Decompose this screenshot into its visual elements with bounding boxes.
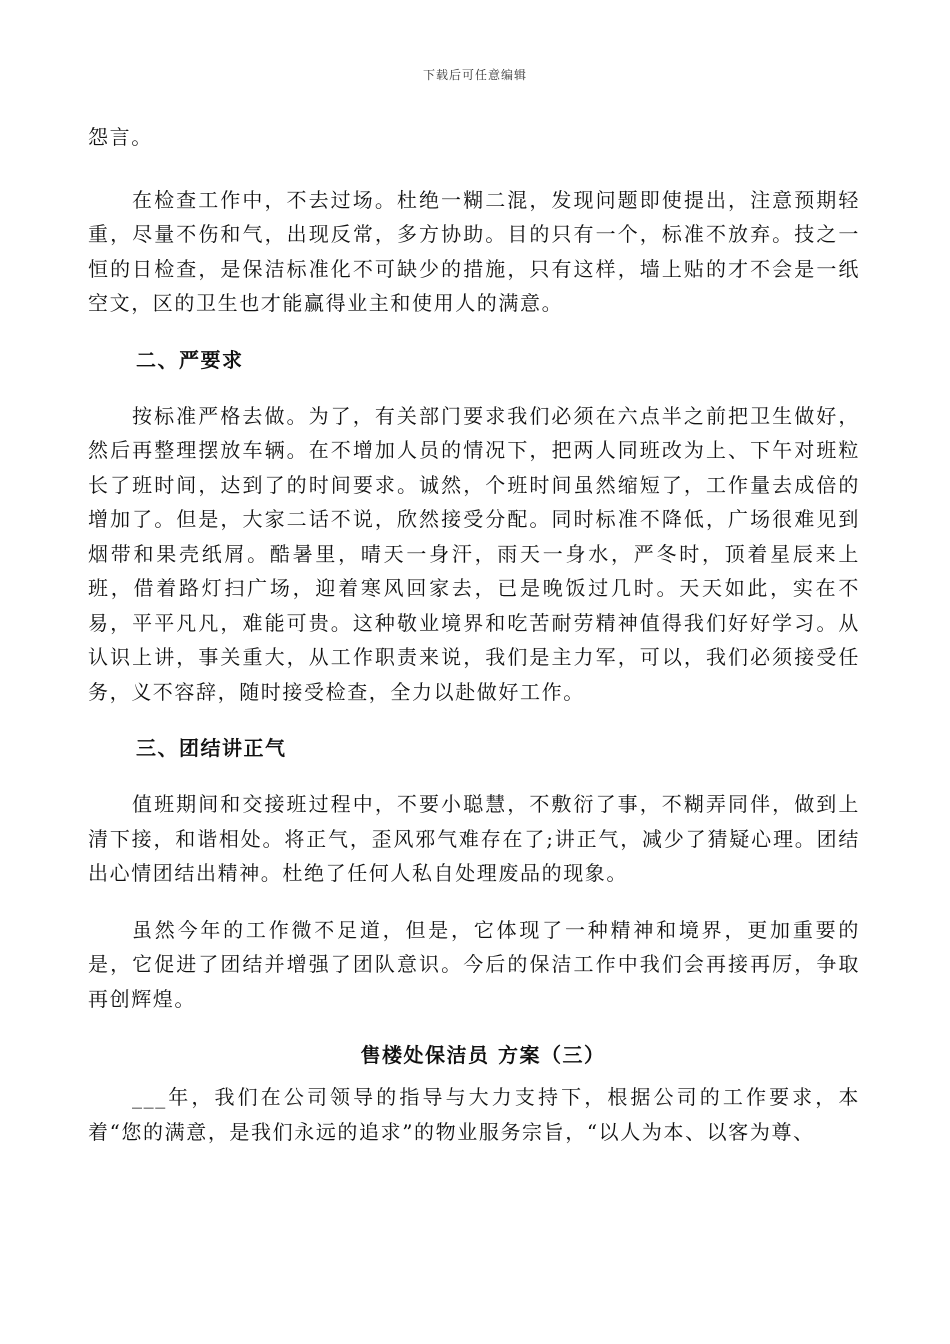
paragraph-continuation: 怨言。 — [88, 125, 153, 149]
paragraph-conclusion: 虽然今年的工作微不足道，但是，它体现了一种精神和境界，更加重要的是，它促进了团结并增强了团队意识。今后的保洁工作中我们会再接再厉，争取再创辉煌。 — [88, 917, 860, 1011]
document-body — [88, 120, 860, 1149]
paragraph-strict-requirements: 按标准严格去做。为了，有关部门要求我们必须在六点半之前把卫生做好，然后再整理摆放车辆。在不增加人员的情况下，把两人同班改为上、下午对班粒长了班时间，达到了的时间要求。诚然，个班时间虽然缩短了，工作量去成倍的增加了。但是，大家二话不说，欣然接受分配。同时标准不降低，广场很难见到烟带和果壳纸屑。酷暑里，晴天一身汗，雨天一身水，严冬时，顶着星辰来上班，借着路灯扫广场，迎着寒风回家去，已是晚饭过几时。天天如此，实在不易，平平凡凡，难能可贵。这种敬业境界和吃苦耐劳精神值得我们好好学习。从认识上讲，事关重大，从工作职责来说，我们是主力军，可以，我们必须接受任务，义不容辞，随时接受检查，全力以赴做好工作。 — [88, 403, 860, 704]
section-heading-strict-requirements: 二、严要求 — [136, 347, 244, 372]
paragraph-inspection: 在检查工作中，不去过场。杜绝一糊二混，发现问题即使提出，注意预期轻重，尽量不伤和气，出现反常，多方协助。目的只有一个，标准不放弃。技之一恒的日检查，是保洁标准化不可缺少的措施，只有这样，墙上贴的才不会是一纸空文，区的卫生也才能赢得业主和使用人的满意。 — [88, 187, 860, 315]
paragraph-plan-three-intro: ___年，我们在公司领导的指导与大力支持下，根据公司的工作要求，本着“您的满意，是我们永远的追求”的物业服务宗旨，“以人为本、以客为尊、 — [88, 1085, 860, 1144]
document-title-plan-three: 售楼处保洁员 方案（三） — [360, 1043, 606, 1067]
section-heading-unity: 三、团结讲正气 — [136, 736, 287, 760]
paragraph-unity: 值班期间和交接班过程中，不要小聪慧，不敷衍了事，不糊弄同伴，做到上清下接，和谐相处。将正气，歪风邪气难存在了;讲正气，减少了猜疑心理。团结出心情团结出精神。杜绝了任何人私自处理废品的现象。 — [88, 792, 860, 885]
page-header-note: 下载后可任意编辑 — [422, 68, 527, 82]
